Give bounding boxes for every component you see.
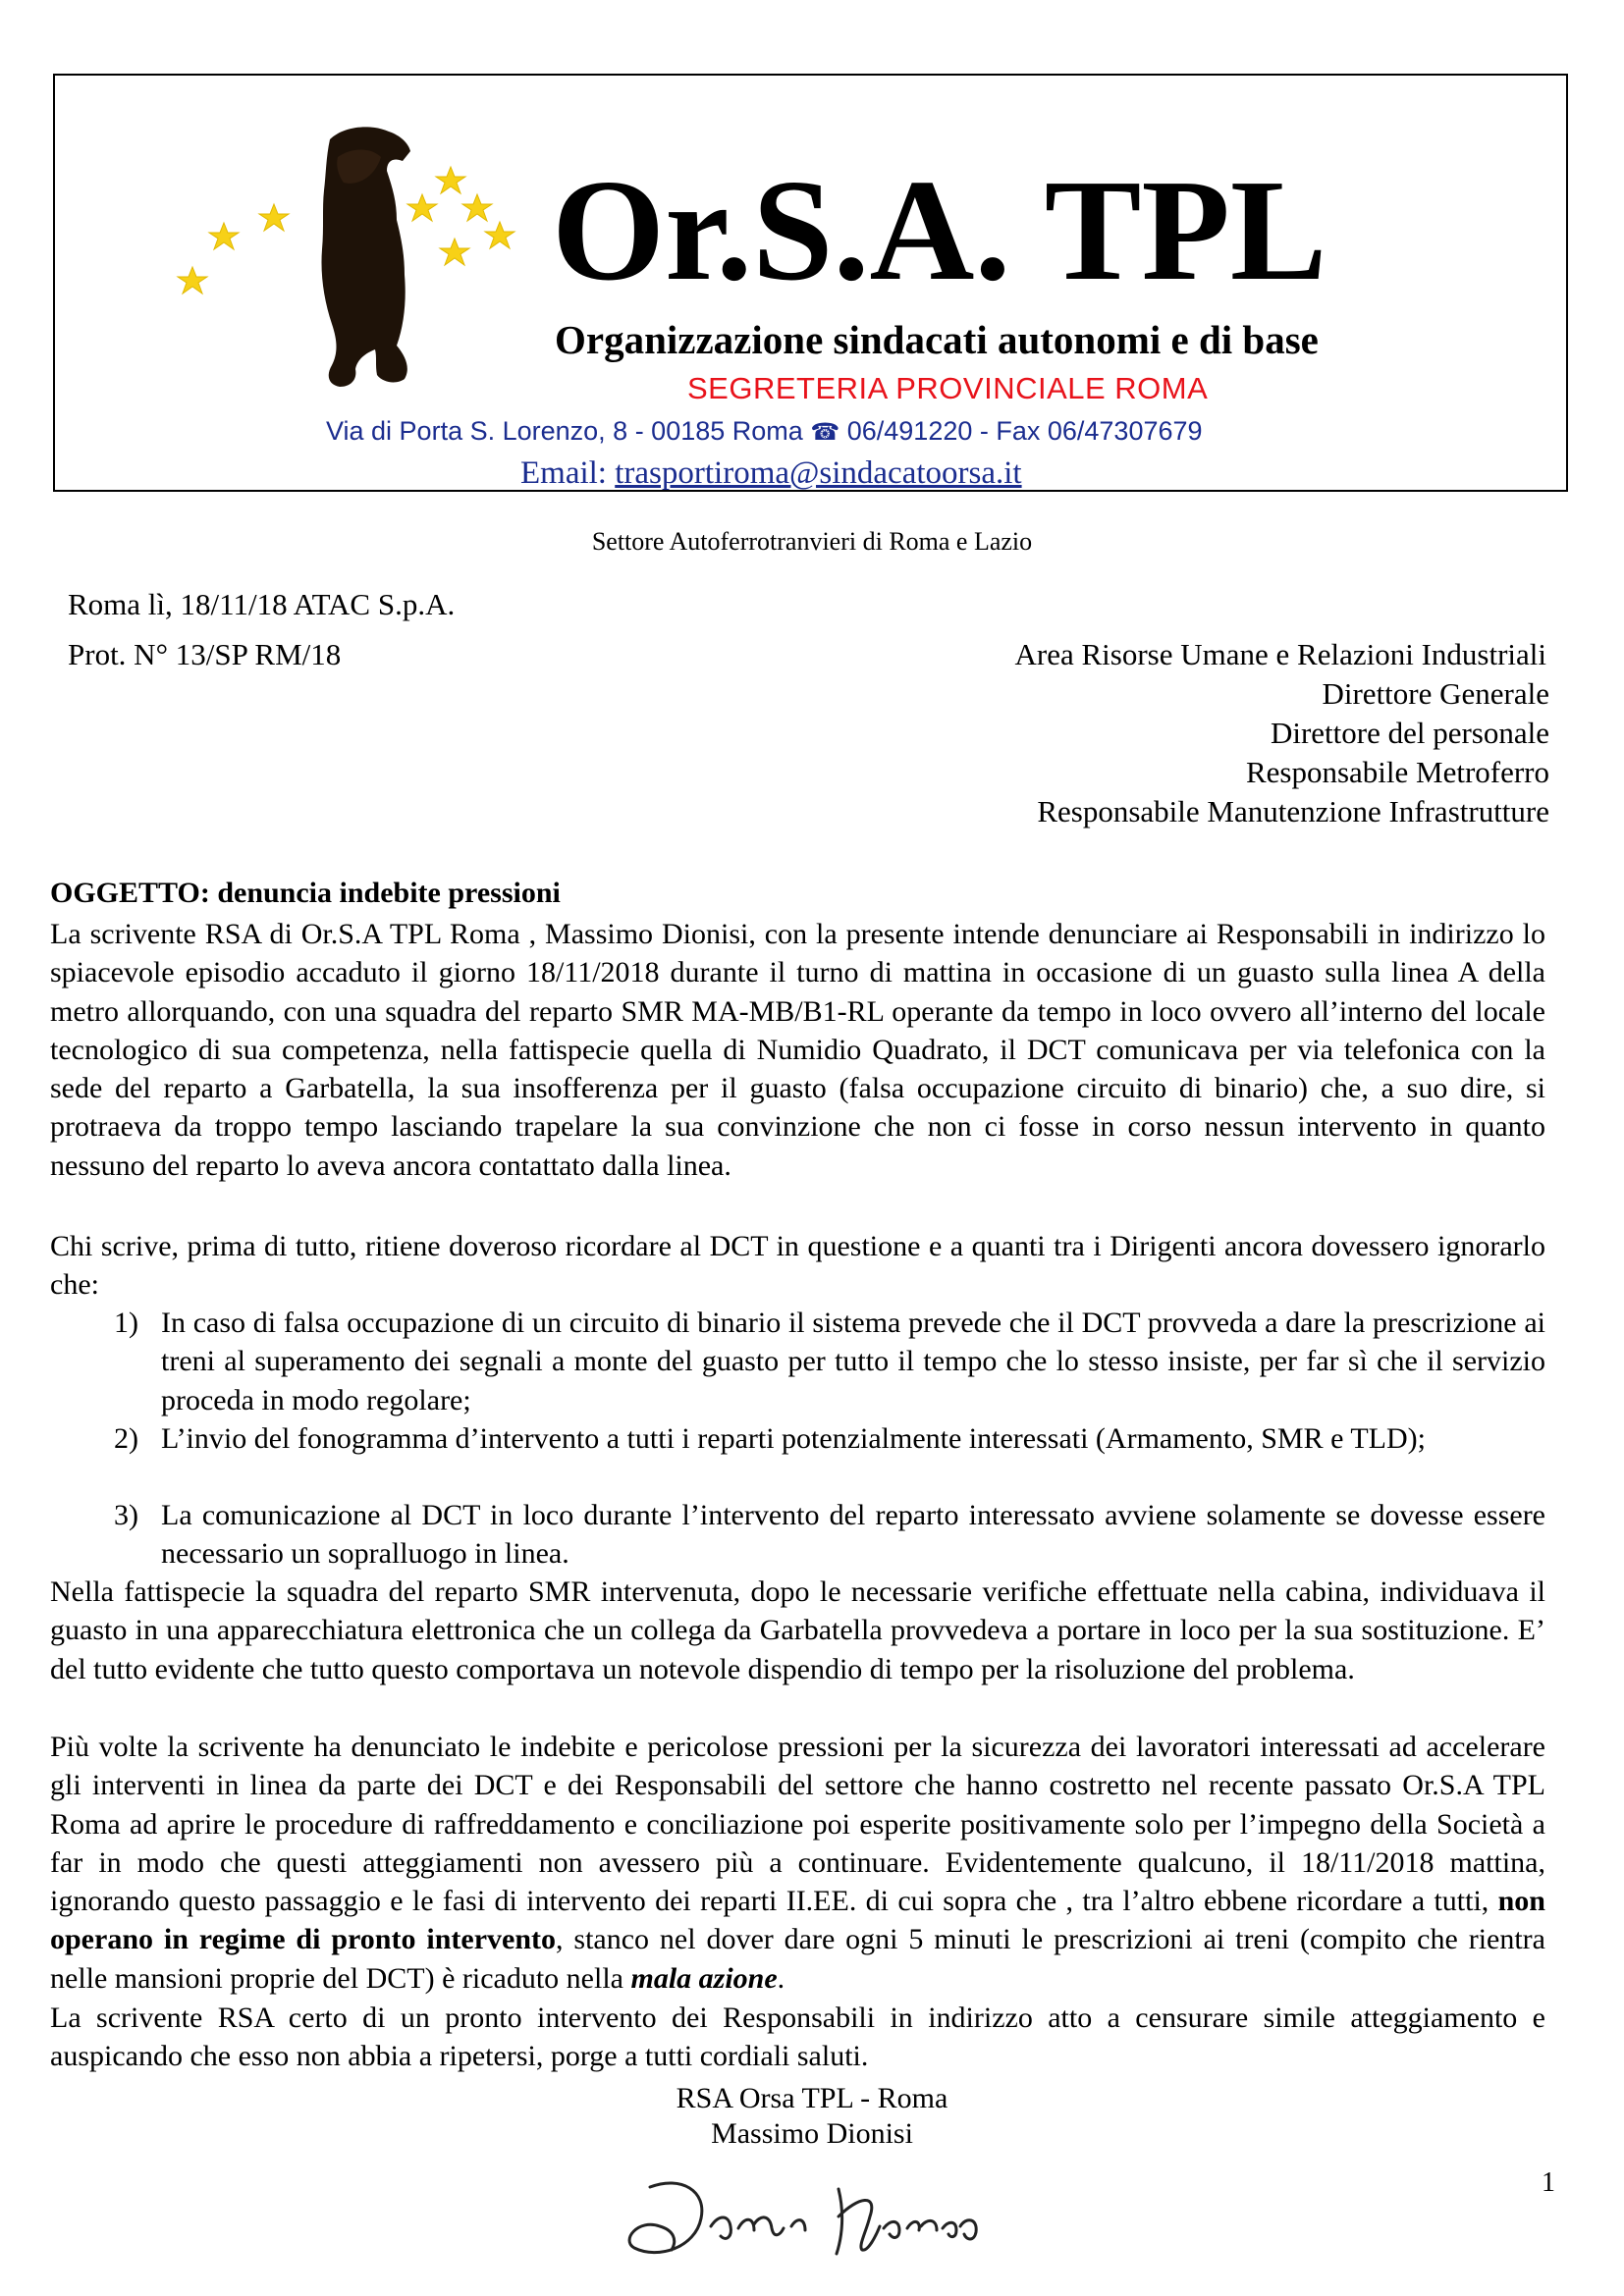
recipient-line: Direttore del personale: [1270, 716, 1549, 750]
phone-fax-text: 06/491220 - Fax 06/47307679: [846, 416, 1203, 446]
organization-name: Or.S.A. TPL: [552, 150, 1327, 311]
list-item: [114, 1304, 1545, 1419]
emphasis-text: mala azione: [630, 1961, 778, 1995]
list-number: 3): [114, 1499, 138, 1531]
body-paragraph: [50, 1728, 1545, 1998]
protocol-number: Prot. N° 13/SP RM/18: [68, 637, 342, 671]
contact-line: [326, 416, 1203, 447]
recipient-line: Area Risorse Umane e Relazioni Industriali: [1014, 637, 1546, 671]
signature-title: RSA Orsa TPL - Roma: [676, 2082, 948, 2114]
list-item: [114, 1419, 1545, 1458]
telephone-icon: ☎: [810, 419, 840, 446]
email-label: Email:: [520, 455, 616, 491]
sector-line: Settore Autoferrotranvieri di Roma e Lazio: [591, 527, 1033, 556]
email-line: [520, 455, 1022, 492]
place-date: Roma lì, 18/11/18 ATAC S.p.A.: [68, 587, 456, 621]
list-number: 1): [114, 1307, 138, 1339]
list-text: La comunicazione al DCT in loco durante l’intervento del reparto interessato avviene solamente se dovesse essere necessario un sopralluogo in linea.: [161, 1499, 1545, 1571]
list-item: [114, 1496, 1545, 1574]
body-paragraph: La scrivente RSA di Or.S.A TPL Roma , Massimo Dionisi, con la presente intende denunciare ai Responsabili in indirizzo lo spiacevole episodio accaduto il giorno 18/11/2018 durante il turno di mattina in occasione di un guasto sulla linea A della metro allorquando, con una squadra del reparto SMR MA-MB/B1-RL operante da tempo in loco ovvero all’interno del locale tecnologico di sua competenza, nella fattispecie quella di Numidio Quadrato, il DCT comunicava per via telefonica con la sede del reparto a Garbatella, la sua insofferenza per il guasto (falsa occupazione circuito di binario) che, a suo dire, si protraeva da troppo tempo lasciando trapelare la sua convinzione che non ci fosse in corso nessun intervento in quanto nessuno del reparto lo aveva ancora contattato dalla linea.: [50, 918, 1545, 1182]
list-number: 2): [114, 1422, 138, 1455]
paragraph-text: , stanco nel dover dare ogni 5 minuti le prescrizioni ai treni (compito che rientra nelle mansioni proprie del DCT) è ricaduto nella: [50, 1923, 1545, 1995]
recipient-line: Direttore Generale: [1322, 676, 1549, 711]
bear-stars-logo-icon: [165, 118, 538, 402]
secretariat-label: SEGRETERIA PROVINCIALE ROMA: [687, 371, 1209, 405]
page-number: 1: [1542, 2167, 1555, 2198]
body-paragraph: Chi scrive, prima di tutto, ritiene doveroso ricordare al DCT in questione e a quanti tra i Dirigenti ancora dovessero ignorarlo che:: [50, 1230, 1545, 1302]
emphasis-text: non operano in regime di pronto intervento: [50, 1885, 1545, 1956]
list-text: In caso di falsa occupazione di un circuito di binario il sistema prevede che il DCT provveda a dare la prescrizione ai treni al superamento dei segnali a monte del guasto per tutto il tempo che lo stesso insiste, per far sì che il servizio proceda in modo regolare;: [161, 1307, 1545, 1416]
list-text: L’invio del fonogramma d’intervento a tutti i reparti potenzialmente interessati (Armamento, SMR e TLD);: [161, 1422, 1426, 1455]
recipient-line: Responsabile Metroferro: [1245, 755, 1549, 789]
paragraph-text: Più volte la scrivente ha denunciato le indebite e pericolose pressioni per la sicurezza dei lavoratori interessati ad accelerare gli interventi in linea da parte dei DCT e dei Responsabili del settore che hanno costretto nel recente passato Or.S.A TPL Roma ad aprire le procedure di raffreddamento e conciliazione poi esperite positivamente solo per l’impegno della Società a far in modo che questi atteggiamenti non avessero più a continuare. Evidentemente qualcuno, il 18/11/2018 mattina, ignorando questo passaggio e le fasi di intervento dei reparti II.EE. di cui sopra che , tra l’altro ebbene ricordare a tutti,: [50, 1731, 1545, 1918]
subject-heading: OGGETTO: denuncia indebite pressioni: [50, 877, 561, 909]
handwritten-signature: [613, 2158, 1025, 2275]
body-paragraph: Nella fattispecie la squadra del reparto SMR intervenuta, dopo le necessarie verifiche effettuate nella cabina, individuava il guasto in una apparecchiatura elettronica che un collega da Garbatella provvedeva a portare in loco per la sua sostituzione. E’ del tutto evidente che tutto questo comportava un notevole dispendio di tempo per la risoluzione del problema.: [50, 1575, 1545, 1685]
address-text: Via di Porta S. Lorenzo, 8 - 00185 Roma: [326, 416, 803, 446]
signature-name: Massimo Dionisi: [711, 2117, 913, 2150]
organization-subtitle: Organizzazione sindacati autonomi e di base: [555, 317, 1319, 362]
body-paragraph: La scrivente RSA certo di un pronto intervento dei Responsabili in indirizzo atto a censurare simile atteggiamento e auspicando che esso non abbia a ripetersi, porge a tutti cordiali saluti.: [50, 2002, 1545, 2073]
email-link[interactable]: trasportiroma@sindacatoorsa.it: [615, 455, 1022, 491]
paragraph-text: .: [777, 1961, 785, 1995]
recipient-line: Responsabile Manutenzione Infrastrutture: [1037, 794, 1549, 828]
